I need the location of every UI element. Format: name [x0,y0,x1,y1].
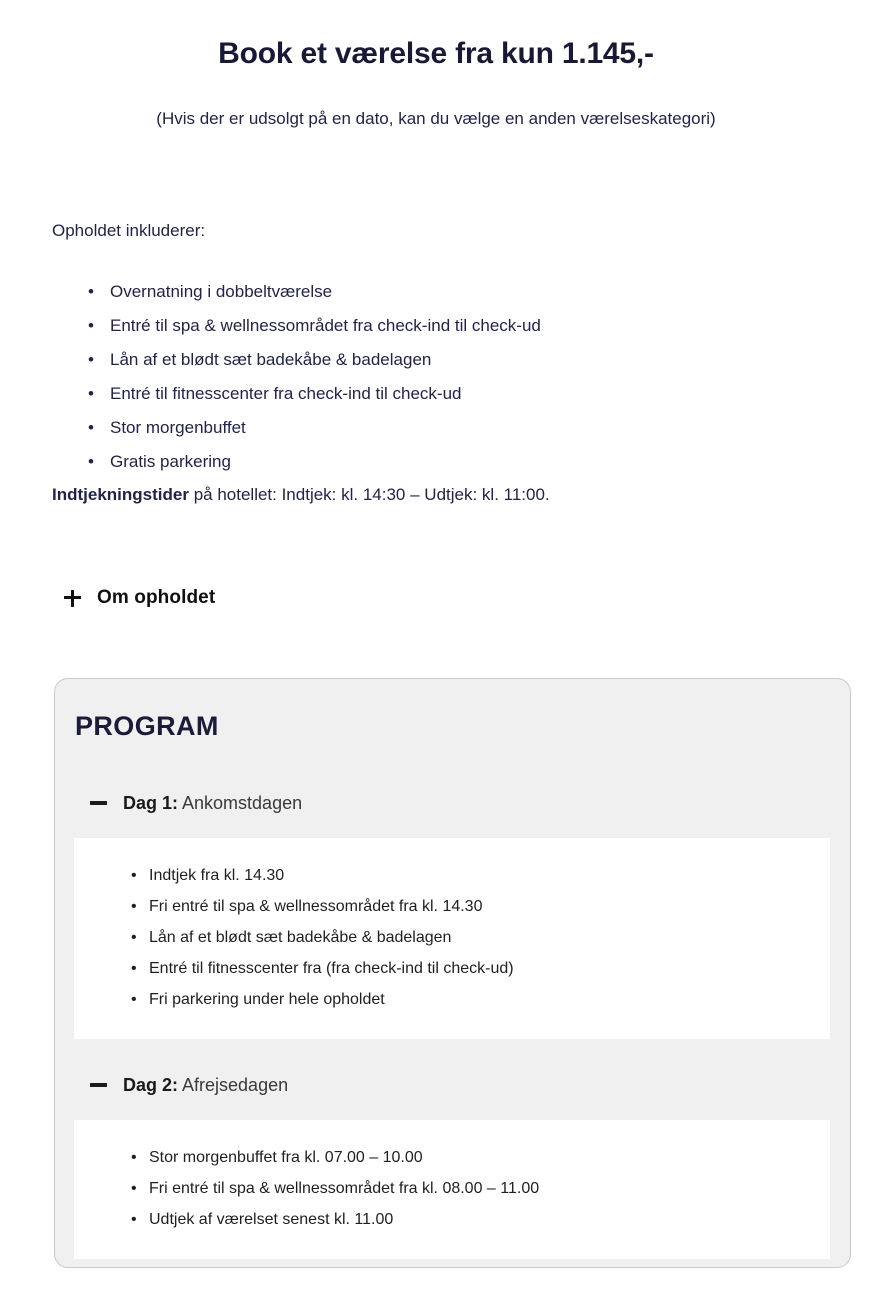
accordion-day-1[interactable] [55,790,850,816]
list-item: • Lån af et blødt sæt badekåbe & badelagen [149,922,830,953]
list-item: • Indtjek fra kl. 14.30 [149,860,830,891]
page-title: Book et værelse fra kun 1.145,- [218,37,654,70]
page-subtitle: (Hvis der er udsolgt på en dato, kan du vælge en anden værelseskategori) [156,109,716,128]
minus-icon [90,795,107,812]
list-item: • Overnatning i dobbeltværelse [110,275,832,309]
accordion-om-opholdet[interactable] [0,586,872,610]
day-1-title: Dag 1: [123,793,179,813]
plus-icon [64,590,81,607]
list-item: • Entré til spa & wellnessområdet fra check-ind til check-ud [110,309,832,343]
day-2-list [74,1142,830,1235]
day-1-label [123,791,302,815]
day-2-panel [74,1120,830,1259]
list-item: • Stor morgenbuffet [110,411,832,445]
list-item: • Fri parkering under hele opholdet [149,984,830,1015]
list-item: • Fri entré til spa & wellnessområdet fra kl. 14.30 [149,891,830,922]
includes-list [52,243,832,479]
checkin-times-value: på hotellet: Indtjek: kl. 14:30 – Udtjek: kl. 11:00. [188,485,550,504]
list-item: • Gratis parkering [110,445,832,479]
accordion-label: Om opholdet [97,587,216,608]
checkin-times-label: Indtjekningstider [52,485,189,504]
day-2-title: Dag 2: [123,1075,179,1095]
day-2-subtitle: Afrejsedagen [178,1075,289,1095]
list-item: • Entré til fitnesscenter fra (fra check-ind til check-ud) [149,953,830,984]
list-item: • Udtjek af værelset senest kl. 11.00 [149,1204,830,1235]
minus-icon [90,1077,107,1094]
includes-section [0,219,872,510]
list-item: • Lån af et blødt sæt badekåbe & badelagen [110,343,832,377]
day-1-panel [74,838,830,1039]
list-item: • Stor morgenbuffet fra kl. 07.00 – 10.00 [149,1142,830,1173]
list-item: • Entré til fitnesscenter fra check-ind til check-ud [110,377,832,411]
checkin-times-line [52,479,832,510]
program-card [54,678,851,1268]
list-item: • Fri entré til spa & wellnessområdet fra kl. 08.00 – 11.00 [149,1173,830,1204]
day-1-subtitle: Ankomstdagen [178,793,303,813]
includes-lead: Opholdet inkluderer: [52,221,206,240]
accordion-day-2[interactable] [55,1072,850,1098]
day-2-label [123,1073,288,1097]
program-heading: PROGRAM [75,711,219,741]
day-1-list [74,860,830,1015]
